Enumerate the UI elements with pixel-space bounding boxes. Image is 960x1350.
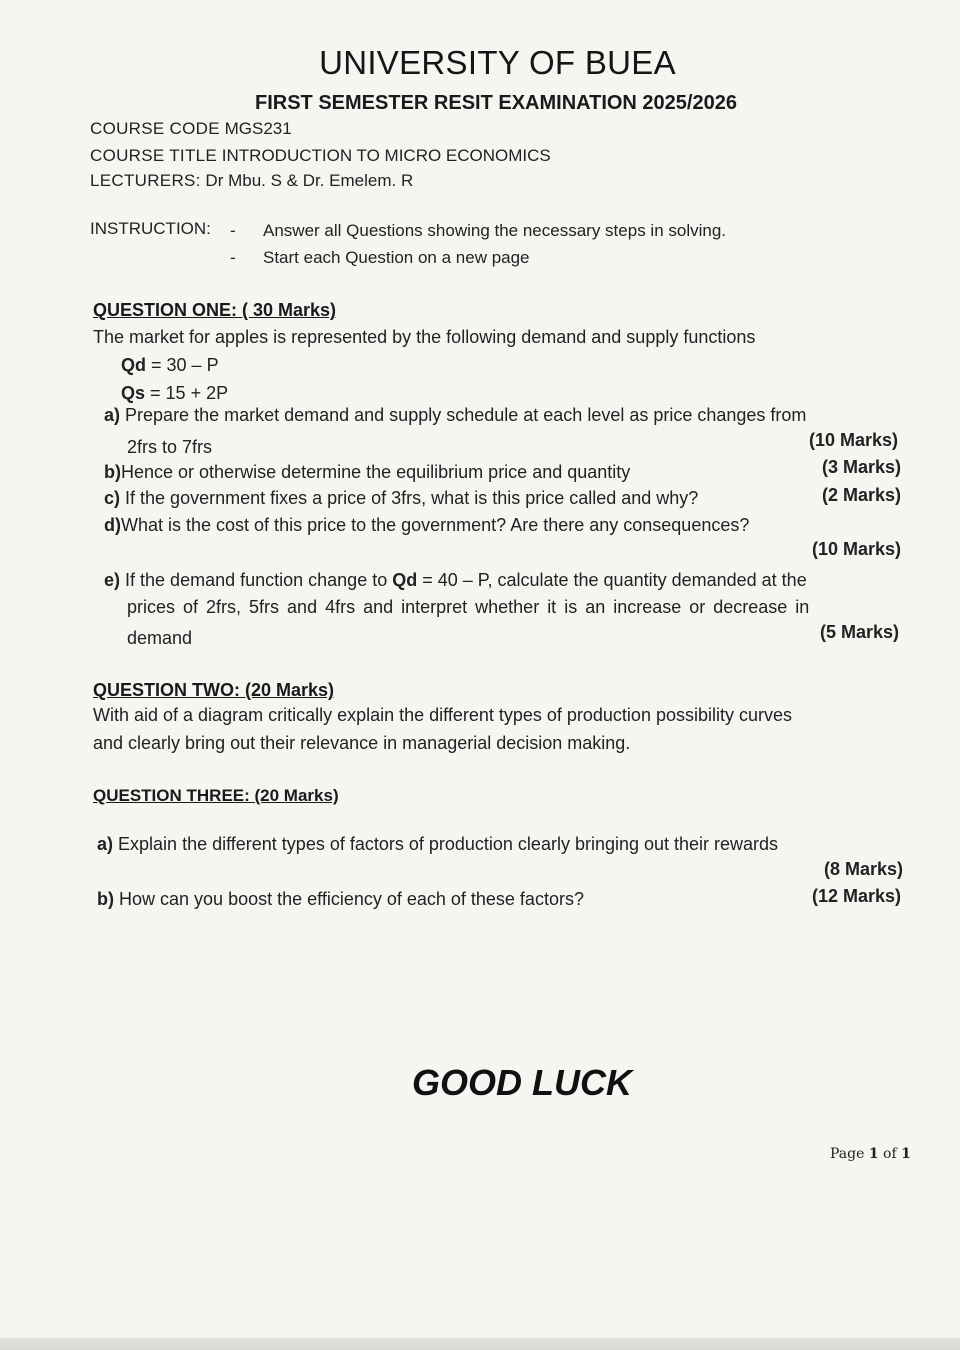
marks-1a: (10 Marks) — [808, 430, 898, 450]
question-1e-cont: prices of 2frs, 5frs and 4frs and interpret whether it is an increase or decrease in — [127, 597, 810, 617]
supply-equation — [121, 383, 228, 404]
item-label: a) — [104, 405, 121, 425]
marks-1b: (3 Marks) — [821, 457, 901, 477]
course-code-label: COURSE CODE — [90, 119, 220, 138]
item-label: c) — [104, 488, 121, 508]
item-label: d) — [104, 515, 121, 535]
equation-variable: Qd — [392, 570, 418, 590]
question-one-heading: QUESTION ONE: ( 30 Marks) — [93, 300, 337, 320]
page-current: 1 — [868, 1146, 879, 1162]
question-1d — [104, 515, 749, 536]
course-title-line — [90, 146, 551, 166]
good-luck-closing: GOOD LUCK — [412, 1062, 632, 1103]
item-label: e) — [104, 570, 121, 590]
exam-title: FIRST SEMESTER RESIT EXAMINATION 2025/2026 — [255, 92, 737, 114]
question-1b — [104, 462, 630, 483]
page-number — [830, 1146, 911, 1162]
course-code-line — [90, 119, 292, 139]
question-two-text: With aid of a diagram critically explain the different types of production possibility curves — [93, 705, 793, 725]
item-text: If the government fixes a price of 3frs, what is this price called and why? — [125, 488, 699, 508]
university-title: UNIVERSITY OF BUEA — [319, 44, 676, 81]
item-label: b) — [97, 889, 114, 909]
item-text: Hence or otherwise determine the equilibrium price and quantity — [121, 462, 631, 482]
lecturers-value: Dr Mbu. S & Dr. Emelem. R — [205, 171, 414, 190]
instruction-text: Answer all Questions showing the necessary steps in solving. — [263, 221, 727, 240]
instruction-text: Start each Question on a new page — [263, 248, 530, 267]
demand-equation — [121, 355, 219, 376]
item-text: What is the cost of this price to the government? Are there any consequences? — [121, 515, 750, 535]
question-1e — [104, 570, 807, 591]
paper-edge-shadow — [0, 1338, 960, 1350]
question-1c — [104, 488, 698, 509]
question-two-heading: QUESTION TWO: (20 Marks) — [93, 680, 335, 700]
marks-3b: (12 Marks) — [811, 886, 901, 906]
item-label: a) — [97, 834, 114, 854]
item-text: Explain the different types of factors of production clearly bringing out their rewards — [118, 834, 779, 854]
page-word: Page — [830, 1146, 865, 1162]
equation-variable: Qs — [121, 383, 146, 403]
question-one-intro: The market for apples is represented by the following demand and supply functions — [93, 327, 756, 347]
item-text: If the demand function change to — [125, 570, 388, 590]
course-title-value: INTRODUCTION TO MICRO ECONOMICS — [221, 146, 551, 165]
lecturers-label: LECTURERS: — [90, 171, 201, 190]
equation-expression: = 30 – P — [151, 355, 219, 375]
item-label: b) — [104, 462, 121, 482]
bullet-dash-icon: - — [230, 248, 236, 267]
question-1a — [104, 405, 806, 426]
marks-1d: (10 Marks) — [811, 539, 901, 559]
item-text: Prepare the market demand and supply schedule at each level as price changes from — [125, 405, 807, 425]
question-3a — [97, 834, 778, 855]
course-code-value: MGS231 — [224, 119, 292, 138]
marks-3a: (8 Marks) — [823, 859, 903, 879]
question-two-text: and clearly bring out their relevance in managerial decision making. — [93, 733, 631, 753]
course-title-label: COURSE TITLE — [90, 146, 218, 165]
marks-1c: (2 Marks) — [821, 485, 901, 505]
question-three-heading: QUESTION THREE: (20 Marks) — [93, 786, 339, 805]
instruction-label: INSTRUCTION: — [90, 219, 211, 238]
question-1a-cont: 2frs to 7frs — [127, 437, 213, 457]
bullet-dash-icon: - — [230, 221, 236, 240]
item-text: = 40 – P, calculate the quantity demanded at the — [422, 570, 807, 590]
item-text: How can you boost the efficiency of each of these factors? — [119, 889, 584, 909]
marks-1e: (5 Marks) — [819, 622, 899, 642]
equation-variable: Qd — [121, 355, 146, 375]
instruction-item — [230, 221, 726, 241]
equation-expression: = 15 + 2P — [150, 383, 229, 403]
page-of-word: of — [883, 1146, 897, 1162]
question-1e-cont: demand — [127, 628, 193, 648]
page-total: 1 — [901, 1146, 911, 1162]
instruction-item — [230, 248, 530, 268]
lecturers-line — [90, 171, 413, 191]
question-3b — [97, 889, 584, 910]
